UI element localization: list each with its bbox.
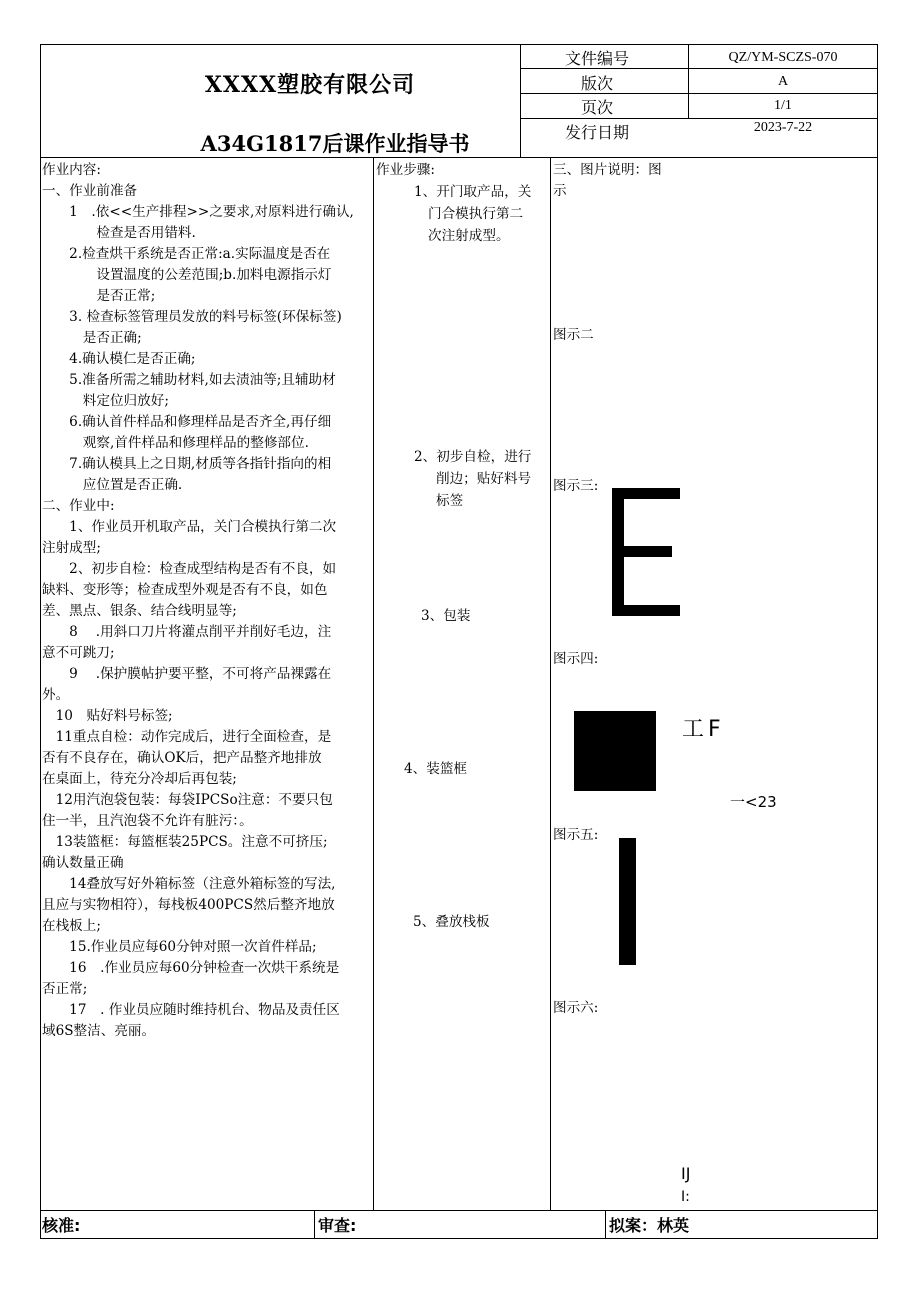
work-content-line: 二、作业中:: [42, 498, 115, 514]
figure-heading-continued: 示: [553, 183, 567, 199]
step-line: 2、初步自检，进行: [414, 449, 532, 465]
work-content-line: 14叠放写好外箱标签（注意外箱标签的写法,: [42, 876, 336, 892]
work-content-line: 是否正常;: [42, 288, 156, 304]
column-divider: [373, 157, 374, 1210]
work-content-line: 2、初步自检：检查成型结构是否有不良，如: [42, 561, 337, 577]
figure-label-2: 图示二: [553, 327, 594, 343]
meta-value-issue-date: 2023-7-22: [753, 120, 813, 135]
step-line: 5、叠放栈板: [413, 914, 490, 930]
work-steps-column: [376, 160, 548, 181]
work-content-line: 确认数量正确: [42, 855, 124, 871]
work-content-line: 11重点自检：动作完成后，进行全面检查，是: [42, 729, 332, 745]
meta-label-issue-date: 发行日期: [564, 123, 629, 142]
work-content-line: 8 .用斜口刀片将灌点削平并削好毛边，注: [42, 624, 332, 640]
work-content-line: 1 .依<<生产排程>>之要求,对原料进行确认,: [42, 204, 354, 220]
work-content-line: 7.确认模具上之日期,材质等各指针指向的相: [42, 456, 332, 472]
work-content-line: 10 贴好料号标签;: [42, 708, 173, 724]
work-content-line: 否有不良存在，确认OK后，把产品整齐地排放: [42, 750, 322, 766]
figure-label-6: 图示六:: [553, 1000, 599, 1016]
step-line: 次注射成型。: [428, 228, 510, 244]
meta-value-version: A: [777, 74, 789, 89]
work-content-line: 6.确认首件样品和修理样品是否齐全,再仔细: [42, 414, 332, 430]
work-content-line: 4.确认模仁是否正确;: [42, 351, 196, 367]
figure-label-4: 图示四:: [553, 651, 599, 667]
work-content-line: 3. 检查标签管理员发放的料号标签(环保标签): [42, 309, 342, 325]
approve-label: 核准:: [42, 1216, 81, 1235]
work-content-line: 住一半，且汽泡袋不允许有脏污：。: [42, 813, 253, 829]
draft-label: 拟案：林英: [609, 1216, 690, 1235]
work-steps-heading: 作业步骤:: [376, 162, 435, 178]
work-content-line: 意不可跳刀;: [42, 645, 115, 661]
step-item: [413, 911, 543, 933]
meta-value-page: 1/1: [774, 98, 792, 113]
work-content-line: 17 . 作业员应随时维持机台、物品及责任区: [42, 1002, 340, 1018]
step-line: 1、开门取产品，关: [414, 184, 532, 200]
work-content-line: 注射成型;: [42, 540, 101, 556]
meta-value-doc-number: QZ/YM-SCZS-070: [728, 50, 838, 65]
work-content-line: 料定位归放好;: [42, 393, 169, 409]
review-label: 审查:: [318, 1216, 357, 1235]
work-content-line: 15.作业员应每60分钟对照一次首件样品;: [42, 939, 317, 955]
step-line: 4、装篮框: [404, 761, 468, 777]
work-content-line: 12用汽泡袋包装：每袋IPCSo注意：不要只包: [42, 792, 333, 808]
step-item: [414, 181, 552, 247]
footer-divider: [314, 1210, 315, 1239]
work-content-line: 差、黑点、银条、结合线明显等;: [42, 603, 237, 619]
column-divider: [550, 157, 551, 1210]
work-content-line: 设置温度的公差范围;b.加料电源指示灯: [42, 267, 332, 283]
meta-label-version: 版次: [580, 74, 613, 93]
figure-mark-dash-23: 一<23: [730, 793, 777, 811]
work-content-line: 且应与实物相符），每栈板400PCS然后整齐地放: [42, 897, 335, 913]
work-content-line: 缺料、变形等；检查成型外观是否有不良，如色: [42, 582, 328, 598]
work-content-line: 5.准备所需之辅助材料,如去渍油等;且辅助材: [42, 372, 336, 388]
footer-divider: [605, 1210, 606, 1239]
work-content-line: 一、作业前准备: [42, 183, 138, 199]
work-content-lines: [42, 181, 372, 1042]
step-item: [414, 446, 552, 512]
step-line: 3、包装: [421, 608, 471, 624]
letter-e-figure: [612, 488, 682, 616]
meta-col-line: [688, 44, 689, 118]
header-divider: [520, 44, 521, 157]
company-name: XXXX塑胶有限公司: [204, 72, 416, 98]
figure-mark-i: I:: [681, 1189, 690, 1205]
work-content-line: 域6S整洁、亮丽。: [42, 1023, 156, 1039]
work-content-line: 在栈板上;: [42, 918, 101, 934]
step-line: 标签: [436, 493, 464, 509]
meta-label-doc-number: 文件编号: [564, 49, 629, 68]
work-content-line: 2.检查烘干系统是否正常:a.实际温度是否在: [42, 246, 331, 262]
work-content-heading: 作业内容:: [42, 162, 101, 178]
work-content-line: 是否正确;: [42, 330, 142, 346]
work-content-line: 9 .保护膜帖护要平整，不可将产品裸露在: [42, 666, 332, 682]
black-square-figure: [574, 711, 656, 791]
work-content-line: 检查是否用错料.: [42, 225, 196, 241]
footer-top-line: [40, 1210, 878, 1211]
work-content-line: 1、作业员开机取产品，关门合模执行第二次: [42, 519, 337, 535]
figure-mark-ij: IJ: [681, 1164, 691, 1183]
work-content-line: 16 .作业员应每60分钟检查一次烘干系统是: [42, 960, 340, 976]
work-content-line: 13装篮框：每篮框装25PCS。注意不可挤压;: [42, 834, 328, 850]
meta-row-line: [520, 118, 878, 119]
step-item: [421, 605, 541, 627]
step-line: 削边；贴好料号: [436, 471, 532, 487]
step-line: 门合模执行第二: [428, 206, 524, 222]
work-content-column: [42, 160, 372, 1042]
work-content-line: 观察,首件样品和修理样品的整修部位.: [42, 435, 309, 451]
work-content-line: 外。: [42, 687, 70, 703]
work-content-line: 在桌面上，待充分冷却后再包装;: [42, 771, 237, 787]
figure-mark-gong-f: 工F: [682, 717, 725, 742]
figure-label-3: 图示三:: [553, 478, 599, 494]
document-title: A34G1817后课作业指导书: [200, 131, 470, 156]
meta-label-page: 页次: [580, 98, 613, 117]
work-content-line: 应位置是否正确.: [42, 477, 183, 493]
step-item: [404, 758, 544, 780]
figure-label-5: 图示五:: [553, 827, 599, 843]
vertical-bar-figure: [619, 838, 636, 965]
figure-heading: 三、图片说明：图: [553, 162, 662, 178]
work-content-line: 否正常;: [42, 981, 88, 997]
